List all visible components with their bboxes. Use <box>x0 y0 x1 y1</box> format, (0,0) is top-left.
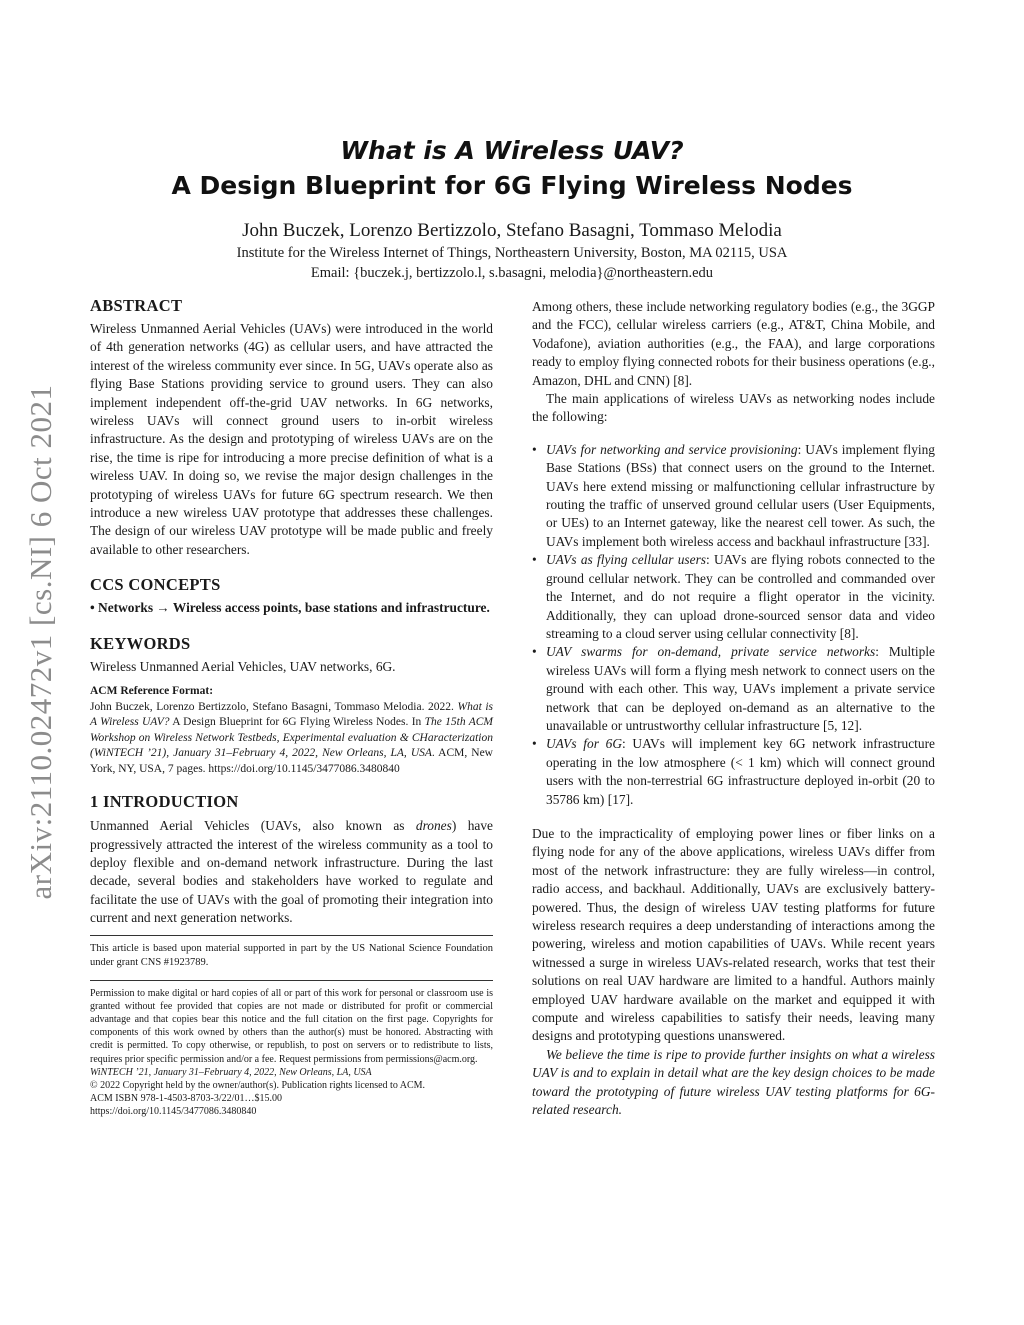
bullet-lead: UAVs for networking and service provisioning <box>546 441 798 457</box>
copyright-notice: © 2022 Copyright held by the owner/author(s). Publication rights licensed to ACM. <box>90 1079 426 1091</box>
motivation-paragraph: We believe the time is ripe to provide further insights on what a wireless UAV is and to explain in detail what are the key design choices to be made toward the prototyping of future wireless UAV testing platforms for 6G-related research. <box>532 1046 935 1118</box>
bullet-lead: UAVs for 6G <box>546 736 622 752</box>
acm-reference-text <box>90 700 493 778</box>
affiliation-block <box>100 243 924 283</box>
acm-ref-tail: . ACM, New York, NY, USA, 7 pages. https://doi.org/10.1145/3477086.3480840 <box>90 747 493 775</box>
bullet-text: : UAVs are flying robots connected to the ground cellular network. They can be controlled and commanded over the Internet, and do not require a flight operator in the vicinity. Additionally, they can upload drone-sourced sensor data and video streaming to a cloud server using cellular connectivity [8]. <box>546 552 935 641</box>
conference-info: WiNTECH ’21, January 31–February 4, 2022, New Orleans, LA, USA <box>90 1066 372 1078</box>
arxiv-identifier: arXiv:2110.02472v1 [cs.NI] 6 Oct 2021 <box>23 384 58 900</box>
permission-divider <box>90 980 493 981</box>
bullet-text: : UAVs will implement key 6G network infrastructure operating in the low atmosphere (< 1 km) which will connect ground users with the non-terrestrial 6G infrastructure deployed in-orbit (20 to 35786 km) [17]. <box>546 736 935 807</box>
intro-text-emphasis: drones <box>415 818 452 834</box>
acm-ref-title-rest: A Design Blueprint for 6G Flying Wireless Nodes. In <box>169 716 425 729</box>
ccs-heading: CCS CONCEPTS <box>90 575 221 595</box>
bullet-icon: • <box>532 736 537 752</box>
bullet-icon: • <box>532 644 537 660</box>
impracticality-paragraph: Due to the impracticality of employing power lines or fiber links on a flying node for any of the above applications, wireless UAVs differ from most of the network infrastructure: they are fully wireless—in control, radio access, and backhaul. Additionally, UAVs are exclusively battery-powered. Thus, the design of wireless UAV testing platforms for future wireless research requires a deep understanding of interactions among the powering, wireless and motion capabilities of UAVs. While recent years witnessed a surge in wireless UAVs-related research, works that test their solutions on real UAV hardware are limited to a handful. Authors mainly employed UAV hardware available on the market and equipped it with compute and wireless capabilities to satisfy their needs, leaving many designs and prototyping questions unanswered. <box>532 825 935 1044</box>
abstract-text: Wireless Unmanned Aerial Vehicles (UAVs) were introduced in the world of 4th generation networks (4G) as cellular users, and have attracted the interest of the wireless community ever since. In 5G, UAVs operate also as flying Base Stations providing service to ground users. They can also implement independent off-the-grid UAV networks. In 6G networks, wireless UAVs will connect ground users to in-orbit wireless infrastructure. As the design and prototyping of wireless UAVs are on the rise, the time is ripe for introducing a more precise definition of what is a wireless UAV. In doing so, we revise the major design challenges in the prototyping of wireless UAVs for future 6G spectrum research. We then introduce a new wireless UAV prototype that addresses these challenges. The design of our wireless UAV prototype will be made public and freely available to other researchers. <box>90 321 493 557</box>
funding-footnote: This article is based upon material supported in part by the US National Science Foundation under grant CNS #1923789. <box>90 942 493 968</box>
introduction-paragraph <box>90 817 493 927</box>
bullet-lead: UAVs as flying cellular users <box>546 552 706 568</box>
list-item <box>532 735 935 809</box>
isbn-line: ACM ISBN 978-1-4503-8703-3/22/01…$15.00 <box>90 1093 282 1105</box>
doi-link[interactable]: https://doi.org/10.1145/3477086.3480840 <box>90 1106 257 1118</box>
affiliation: Institute for the Wireless Internet of Things, Northeastern University, Boston, MA 02115, USA <box>236 245 788 261</box>
acm-ref-authors: John Buczek, Lorenzo Bertizzolo, Stefano Basagni, Tommaso Melodia. 2022. <box>90 700 454 713</box>
keywords-heading: KEYWORDS <box>90 633 191 653</box>
acm-reference-heading: ACM Reference Format: <box>90 685 214 698</box>
bullet-icon: • <box>532 441 537 457</box>
bullet-text: : UAVs implement flying Base Stations (BSs) that connect users on the ground to the Internet. UAVs here extend missing or malfunctioning cellular infrastructure by routing the traffic of unserved ground cellular users (User Equipments, or UEs) to an Internet gateway, like the nearest cell tower. As such, the UAVs implement both wireless access and backhaul infrastructure [33]. <box>546 441 935 549</box>
bullet-icon: • <box>532 552 537 568</box>
stakeholders-paragraph: Among others, these include networking regulatory bodies (e.g., the 3GGP and the FCC), cellular wireless carriers (e.g., AT&T, China Mobile, and Vodafone), aviation authorities (e.g., the FAA), and large corporations ready to employ flying connected robots for their business operations (e.g., Amazon, DHL and CNN) [8]. <box>532 299 935 388</box>
intro-text-b: ) have progressively attracted the interest of the wireless community as a tool to deploy flexible and on-demand network infrastructure. During the last decade, several bodies and stakeholders have worked to regulate and facilitate the use of UAVs with the goal of promoting their integration into current and next generation networks. <box>90 818 493 926</box>
ccs-text: • Networks → Wireless access points, base stations and infrastructure. <box>90 600 490 616</box>
keywords-text: Wireless Unmanned Aerial Vehicles, UAV networks, 6G. <box>90 658 396 674</box>
left-column <box>90 295 493 1119</box>
acm-ref-title: What is A Wireless UAV? <box>90 700 494 729</box>
intro-text-a: Unmanned Aerial Vehicles (UAVs, also known as <box>90 818 416 834</box>
bullet-lead: UAV swarms for on-demand, private service networks <box>546 644 876 660</box>
author-list: John Buczek, Lorenzo Bertizzolo, Stefano Basagni, Tommaso Melodia <box>242 220 782 241</box>
acm-ref-venue: The 15th ACM Workshop on Wireless Network Testbeds, Experimental evaluation & CHaracterization (WiNTECH ’21), January 31–February 4, 2022, New Orleans, LA, USA <box>90 716 493 760</box>
bullet-text: : Multiple wireless UAVs will form a flying mesh network to connect users on the ground with each other. This way, UAVs implement a private service network that can be deployed on-demand as an alternative to the unavailable or untrustworthy cellular infrastructure [5, 12]. <box>546 644 935 733</box>
footnote-divider <box>90 935 493 936</box>
title-line-2: A Design Blueprint for 6G Flying Wireless Nodes <box>171 171 853 200</box>
right-column <box>532 298 935 1119</box>
permission-notice: Permission to make digital or hard copies of all or part of this work for personal or classroom use is granted without fee provided that copies are not made or distributed for profit or commercial advantage and that copies bear this notice and the full citation on the first page. Copyrights for components of this work owned by others than the author(s) must be honored. Abstracting with credit is permitted. To copy otherwise, or republish, to post on servers or to redistribute to lists, requires prior specific permission and/or a fee. Request permissions from permissions@acm.org. <box>90 987 493 1065</box>
abstract-heading: ABSTRACT <box>90 296 183 315</box>
email-line: Email: {buczek.j, bertizzolo.l, s.basagni, melodia}@northeastern.edu <box>310 265 714 281</box>
introduction-heading: 1 INTRODUCTION <box>90 792 239 812</box>
paper-title <box>100 133 924 203</box>
applications-list <box>532 441 935 809</box>
list-item <box>532 643 935 735</box>
list-item <box>532 551 935 643</box>
applications-intro: The main applications of wireless UAVs as networking nodes include the following: <box>532 391 935 425</box>
list-item <box>532 441 935 551</box>
title-line-1: What is A Wireless UAV? <box>340 136 684 165</box>
